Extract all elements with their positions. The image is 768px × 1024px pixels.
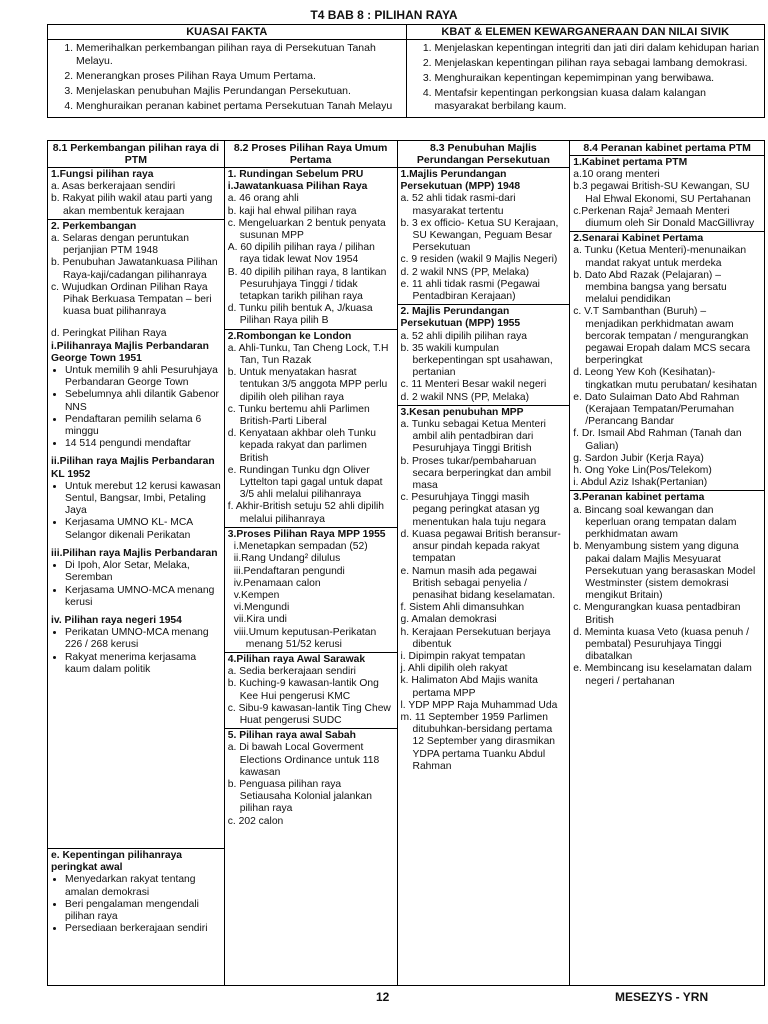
list-item: b. Rakyat pilih wakil atau parti yang akan membentuk kerajaan (51, 193, 213, 217)
list-item: f. Dr. Ismail Abd Rahman (Tanah dan Galian) (573, 428, 742, 452)
section-title: 3.Peranan kabinet pertama (573, 492, 705, 504)
section-mpp-1955 (398, 305, 570, 406)
list-item: b. 3 ex officio- Ketua SU Kerajaan, SU Kewangan, Peguam Besar Persekutuan (400, 217, 559, 254)
list-item: e. 11 ahli tidak rasmi (Pegawai Pentadbiran Kerajaan) (400, 278, 540, 303)
list-item: b. Kuching-9 kawasan-lantik Ong Kee Hui pengerusi KMC (227, 678, 379, 702)
list-item: iv.Penamaan calon (233, 577, 321, 589)
list-item: d. 2 wakil NNS (PP, Melaka) (400, 391, 530, 403)
section-perkembangan (48, 220, 224, 849)
list-item: d. Leong Yew Koh (Kesihatan)-tingkatkan mutu perubatan/ kesihatan (573, 367, 758, 391)
list-item: a. Bincang soal kewangan dan keperluan orang tempatan dalam perkhidmatan awam (573, 504, 737, 541)
list-item: c. V.T Sambanthan (Buruh) – menjadikan perkhidmatan awam bercorak tempatan / mengurangkan pegawai Eropah dalam MCS secara berperingkat (573, 306, 751, 367)
section-title: 5. Pilihan raya awal Sabah (227, 730, 356, 742)
list-item: e. Membincang isu keselamatan dalam negeri / pertahanan (573, 663, 752, 687)
list-item: • Untuk memilih 9 ahli Pesuruhjaya Perbandaran George Town (65, 365, 221, 389)
list-item: a. Tunku sebagai Ketua Menteri ambil alih pentadbiran dari Pesuruhjaya Tinggi British (400, 419, 546, 455)
list-item: j. Ahli dipilih oleh rakyat (400, 663, 508, 675)
section-senarai (570, 232, 764, 491)
kuasai-fakta-header: KUASAI FAKTA (48, 25, 407, 39)
column-header: 8.4 Peranan kabinet pertama PTM (570, 141, 764, 156)
list-item: • Perikatan UMNO-MCA menang 226 / 268 kerusi (65, 627, 221, 651)
list-item: a. Di bawah Local Goverment Elections Ordinance untuk 118 kawasan (227, 742, 380, 778)
list-item: g. Sardon Jubir (Kerja Raya) (573, 452, 704, 464)
column-8-3 (398, 141, 571, 985)
list-item: i.Menetapkan sempadan (52) (233, 541, 368, 553)
section-mpp-1948 (398, 168, 570, 305)
list-item: a. 52 ahli dipilih pilihan raya (400, 330, 528, 342)
list-item: b. 35 wakili kumpulan berkepentingan spt usahawan, pertanian (400, 342, 553, 379)
section-kesan (398, 406, 570, 985)
section-title: 1.Kabinet pertama PTM (573, 157, 688, 168)
list-item: d. Kuasa pegawai British beransur-ansur pindah kepada rakyat tempatan (400, 528, 561, 565)
kbat-item: 2. Menjelaskan kepentingan pilihan raya sebagai lambang demokrasi. (435, 57, 761, 70)
list-item: h. Ong Yoke Lin(Pos/Telekom) (573, 465, 712, 477)
list-item: • Sebelumnya ahli dilantik Gabenor NNS (65, 389, 221, 413)
list-item: b. kaji hal ehwal pilihan raya (227, 205, 357, 217)
list-item: vii.Kira undi (233, 614, 287, 626)
fact-item: 1. Memerihalkan perkembangan pilihan raya di Persekutuan Tanah Melayu. (76, 42, 402, 68)
list-item: b. Penubuhan Jawatankuasa Pilihan Raya-kaji/cadangan pilihanraya (51, 257, 218, 281)
column-header: 8.2 Proses Pilihan Raya Umum Pertama (225, 141, 397, 168)
fact-item: 4. Menghuraikan peranan kabinet pertama Persekutuan Tanah Melayu (76, 100, 402, 113)
section-title: 2.Senarai Kabinet Pertama (573, 233, 704, 245)
list-item: c. Mengurangkan kuasa pentadbiran British (573, 602, 741, 626)
kbat-item: 1. Menjelaskan kepentingan integriti dan jati diri dalam kehidupan harian (435, 42, 761, 55)
column-8-2 (225, 141, 398, 985)
notes-grid (47, 140, 765, 986)
list-item: a. Asas berkerajaan sendiri (51, 181, 176, 193)
list-item: c. 202 calon (227, 815, 284, 827)
section-title: e. Kepentingan pilihanraya peringkat awal (51, 850, 183, 874)
list-item: ii.Rang Undang² dilulus (233, 553, 341, 565)
section-title: 2. Majlis Perundangan Persekutuan (MPP) 1955 (400, 306, 521, 330)
list-item: c.Perkenan Raja² Jemaah Menteri diumum oleh Sir Donald MacGillivray (573, 205, 755, 230)
list-item: A. 60 dipilih pilihan raya / pilihan raya tidak lewat Nov 1954 (227, 242, 375, 266)
column-8-1 (48, 141, 225, 985)
subsection-title: iv. Pilihan raya negeri 1954 (51, 614, 182, 626)
kbat-item: 4. Mentafsir kepentingan perkongsian kuasa dalam kalangan masyarakat berbilang kaum. (435, 87, 761, 113)
list-item: c. 9 residen (wakil 9 Majlis Negeri) (400, 254, 558, 266)
list-item: a.10 orang menteri (573, 169, 660, 181)
list-item: h. Kerajaan Persekutuan berjaya dibentuk (400, 626, 551, 650)
list-item: • 14 514 pengundi mendaftar (65, 438, 221, 450)
list-item: a. Selaras dengan peruntukan perjanjian PTM 1948 (51, 233, 189, 257)
list-item: c. 11 Menteri Besar wakil negeri (400, 379, 547, 391)
list-item: b.3 pegawai British-SU Kewangan, SU Hal Ehwal Ekonomi, SU Pertahanan (573, 181, 751, 205)
list-item: g. Amalan demokrasi (400, 614, 497, 626)
section-rombongan (225, 330, 397, 528)
section-proses (225, 528, 397, 653)
subsection-title: i.Pilihanraya Majlis Perbandaran George Town 1951 (51, 340, 209, 364)
fact-item: 3. Menjelaskan penubuhan Majlis Perundangan Persekutuan. (76, 85, 402, 98)
list-item: • Kerjasama UMNO KL- MCA Selangor dikenali Perikatan (65, 517, 221, 541)
list-item: iii.Pendaftaran pengundi (233, 565, 345, 577)
section-title: 3.Proses Pilihan Raya MPP 1955 (227, 528, 386, 540)
list-item: b. Dato Abd Razak (Pelajaran) – membina bangsa yang bersatu melalui pendidikan (573, 269, 727, 306)
list-item: d. Meminta kuasa Veto (kuasa penuh / pembatal) Pesuruhjaya Tinggi dibatalkan (573, 626, 750, 663)
list-item: • Kerjasama UMNO-MCA menang kerusi (65, 585, 221, 609)
list-item: e. Dato Sulaiman Dato Abd Rahman (Kerajaan Tempatan/Perumahan /Perancang Bandar (573, 391, 740, 428)
list-item: viii.Umum keputusan-Perikatan menang 51/52 kerusi (233, 626, 377, 650)
list-item: • Untuk merebut 12 kerusi kawasan Sentul, Bangsar, Imbi, Petaling Jaya (65, 481, 221, 518)
list-item: • Persediaan berkerajaan sendiri (65, 923, 221, 935)
kbat-header: KBAT & ELEMEN KEWARGANERAAN DAN NILAI SIVIK (441, 26, 730, 38)
list-item: i. Abdul Aziz Ishak(Pertanian) (573, 477, 708, 489)
list-item: a. Sedia berkerajaan sendiri (227, 666, 356, 678)
section-title: 4.Pilihan raya Awal Sarawak (227, 653, 366, 665)
list-item: a. 52 ahli tidak rasmi-dari masyarakat tertentu (400, 193, 516, 217)
list-item: v.Kempen (233, 589, 280, 601)
list-item: b. Penguasa pilihan raya Setiausaha Kolonial jalankan pilihan raya (227, 778, 372, 815)
footer-brand: MESEZYS - YRN (615, 990, 709, 1004)
section-title: 3.Kesan penubuhan MPP (400, 406, 524, 418)
page-number: 12 (376, 990, 390, 1004)
list-item: d. 2 wakil NNS (PP, Melaka) (400, 266, 530, 278)
list-item: d. Tunku pilih bentuk A, J/kuasa Pilihan Raya pilih B (227, 303, 373, 327)
list-item: e. Namun masih ada pegawai British sebagai penyelia / penasihat bidang keselamatan. (400, 565, 556, 601)
list-item: f. Akhir-British setuju 52 ahli dipilih melalui pilihanraya (227, 501, 384, 525)
subsection-title: i.Jawatankuasa Pilihan Raya (227, 181, 368, 193)
column-8-4 (570, 141, 764, 985)
page-title: T4 BAB 8 : PILIHAN RAYA (310, 8, 458, 22)
list-item: a. Tunku (Ketua Menteri)-menunaikan mandat rakyat untuk merdeka (573, 245, 747, 269)
section-title: 1. Rundingan Sebelum PRU (227, 169, 364, 180)
column-header: 8.1 Perkembangan pilihan raya di PTM (48, 141, 224, 168)
list-item: e. Rundingan Tunku dgn Oliver Lyttelton tapi gagal untuk dapat 3/5 ahli melalui pilihanraya (227, 464, 383, 501)
section-title: 1.Majlis Perundangan Persekutuan (MPP) 1948 (400, 169, 521, 193)
list-item: d. Kenyataan akhbar oleh Tunku kepada rakyat dan parlimen British (227, 428, 377, 464)
list-item: • Pendaftaran pemilih selama 6 minggu (65, 414, 221, 438)
fact-item: 2. Menerangkan proses Pilihan Raya Umum Pertama. (76, 70, 402, 83)
list-item: c. Pesuruhjaya Tinggi masih pegang peringkat atasan yg menentukan hala tuju negara (400, 492, 546, 528)
list-item: k. Halimaton Abd Majis wanita pertama MPP (400, 675, 538, 699)
list-item: a. Ahli-Tunku, Tan Cheng Lock, T.H Tan, Tun Razak (227, 342, 389, 367)
section-title: 1.Fungsi pilihan raya (51, 169, 154, 180)
section-rundingan (225, 168, 397, 330)
learning-outcomes-table (47, 24, 765, 118)
subsection-title: iii.Pilihan raya Majlis Perbandaran (51, 547, 218, 559)
list-item: • Di Ipoh, Alor Setar, Melaka, Seremban (65, 560, 221, 584)
section-kabinet (570, 156, 764, 232)
kbat-item: 3. Menghuraikan kepentingan kepemimpinan yang berwibawa. (435, 72, 761, 85)
list-item: • Menyedarkan rakyat tentang amalan demokrasi (65, 874, 221, 898)
subsection-title: ii.Pilihan raya Majlis Perbandaran KL 1952 (51, 456, 215, 480)
section-sabah (225, 729, 397, 985)
list-item: l. YDP MPP Raja Muhammad Uda (400, 699, 558, 711)
sub-line: d. Peringkat Pilihan Raya (51, 328, 167, 340)
section-sarawak (225, 653, 397, 729)
section-kepentingan (48, 849, 224, 985)
section-title: 2. Perkembangan (51, 220, 137, 232)
section-title: 2.Rombongan ke London (227, 330, 352, 342)
list-item: b. Proses tukar/pembaharuan secara berperingkat dan ambil masa (400, 455, 552, 492)
list-item: • Beri pengalaman mengendali pilihan raya (65, 899, 221, 923)
list-item: c. Wujudkan Ordinan Pilihan Raya Pihak Berkuasa Tempatan – beri kuasa buat pilihanraya (51, 281, 212, 318)
list-item: c. Sibu-9 kawasan-lantik Ting Chew Huat pengerusi SUDC (227, 702, 391, 726)
list-item: m. 11 September 1959 Parlimen ditubuhkan-bersidang pertama 12 September yang dirasmikan YDPA pertama Tuanku Abdul Rahman (400, 711, 556, 772)
list-item: a. 46 orang ahli (227, 193, 299, 205)
list-item: b. Menyambung sistem yang diguna pakai dalam Majlis Mesyuarat Persekutuan yang berasaskan Model Westminster (sistem demokrasi mengikut Britain) (573, 541, 756, 602)
list-item: b. Untuk menyatakan hasrat tentukan 3/5 anggota MPP perlu dipilih oleh pilihan raya (227, 367, 388, 403)
section-peranan (570, 491, 764, 985)
list-item: c. Tunku bertemu ahli Parlimen British-Parti Liberal (227, 403, 370, 428)
list-item: f. Sistem Ahli dimansuhkan (400, 602, 525, 614)
section-fungsi (48, 168, 224, 220)
list-item: c. Mengeluarkan 2 bentuk penyata susunan MPP (227, 217, 386, 242)
list-item: vi.Mengundi (233, 602, 290, 614)
list-item: • Rakyat menerima kerjasama kaum dalam politik (65, 652, 221, 676)
column-header: 8.3 Penubuhan Majlis Perundangan Persekutuan (398, 141, 570, 168)
list-item: B. 40 dipilih pilihan raya, 8 lantikan Pesuruhjaya Tinggi / tidak tetapkan tarikh pilihan raya (227, 266, 387, 303)
list-item: i. Dipimpin rakyat tempatan (400, 650, 526, 662)
